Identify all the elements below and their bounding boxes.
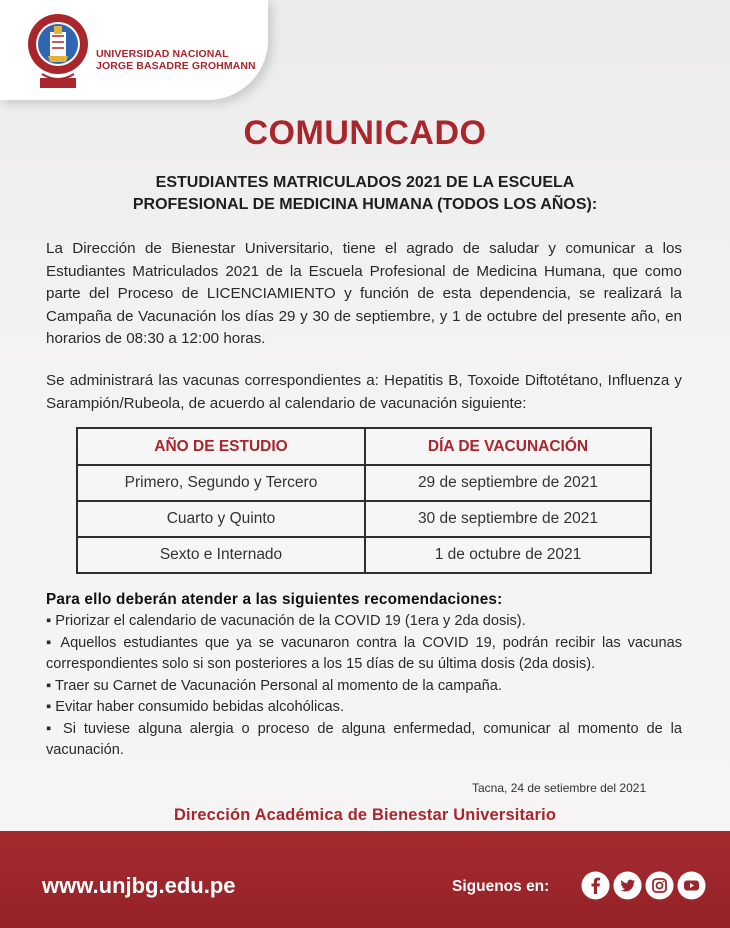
table-header-cell: AÑO DE ESTUDIO	[77, 428, 365, 465]
footer-band	[0, 831, 730, 928]
website-link[interactable]: www.unjbg.edu.pe	[42, 873, 236, 898]
recommendations-heading: Para ello deberán atender a las siguientes recomendaciones:	[46, 591, 503, 608]
department-signature: Dirección Académica de Bienestar Universitario	[173, 806, 557, 824]
issue-date: Tacna, 24 de setiembre del 2021	[472, 781, 647, 795]
university-seal-logo	[26, 12, 90, 98]
university-name-line1: UNIVERSIDAD NACIONAL	[96, 48, 229, 60]
table-row	[77, 465, 651, 501]
instagram-icon[interactable]	[645, 871, 674, 900]
list-item: ▪ Evitar haber consumido bebidas alcohólicas.	[46, 699, 345, 715]
table-cell: Primero, Segundo y Tercero	[77, 465, 365, 501]
table-cell: 29 de septiembre de 2021	[365, 465, 651, 501]
page-title: COMUNICADO	[243, 114, 487, 152]
vaccines-paragraph: Se administrará las vacunas correspondientes a: Hepatitis B, Toxoide Diftotétano, Influenza y Sarampión/Rubeola, de acuerdo al calendario de vacunación siguiente:	[46, 372, 682, 412]
subtitle-line1: ESTUDIANTES MATRICULADOS 2021 DE LA ESCUELA	[155, 174, 575, 191]
recommendations-list	[46, 611, 682, 762]
table-cell: 30 de septiembre de 2021	[365, 501, 651, 537]
follow-label: Siguenos en:	[452, 878, 550, 895]
vaccination-schedule-table	[76, 427, 652, 574]
table-cell: Sexto e Internado	[77, 537, 365, 573]
table-header-row	[77, 428, 651, 465]
subtitle	[60, 172, 670, 216]
subtitle-line2: PROFESIONAL DE MEDICINA HUMANA (TODOS LOS AÑOS):	[132, 196, 598, 213]
intro-paragraph: La Dirección de Bienestar Universitario, tiene el agrado de saludar y comunicar a los Estudiantes Matriculados 2021 de la Escuela Profesional de Medicina Humana, que como parte del Proceso de LICENCIAMIENTO y función de esta dependencia, se realizará la Campaña de Vacunación los días 29 y 30 de septiembre, y 1 de octubre del presente año, en horarios de 08:30 a 12:00 horas.	[46, 240, 682, 347]
list-item: ▪ Si tuviese alguna alergia o proceso de alguna enfermedad, comunicar al momento de la vacunación.	[46, 720, 682, 758]
list-item: ▪ Traer su Carnet de Vacunación Personal al momento de la campaña.	[46, 677, 502, 694]
university-name-line2: JORGE BASADRE GROHMANN	[96, 60, 256, 72]
twitter-icon[interactable]	[613, 871, 642, 900]
table-cell: 1 de octubre de 2021	[365, 537, 651, 573]
facebook-icon[interactable]	[581, 871, 610, 900]
table-cell: Cuarto y Quinto	[77, 501, 365, 537]
list-item: ▪ Priorizar el calendario de vacunación de la COVID 19 (1era y 2da dosis).	[46, 613, 526, 629]
table-header-cell: DÍA DE VACUNACIÓN	[365, 428, 651, 465]
table-row	[77, 537, 651, 573]
header-card	[0, 0, 268, 100]
university-name	[96, 48, 256, 72]
list-item: ▪ Aquellos estudiantes que ya se vacunaron contra la COVID 19, podrán recibir las vacunas correspondientes solo si son posteriores a los 15 días de su última dosis (2da dosis).	[46, 634, 682, 672]
youtube-icon[interactable]	[677, 871, 706, 900]
table-row	[77, 501, 651, 537]
